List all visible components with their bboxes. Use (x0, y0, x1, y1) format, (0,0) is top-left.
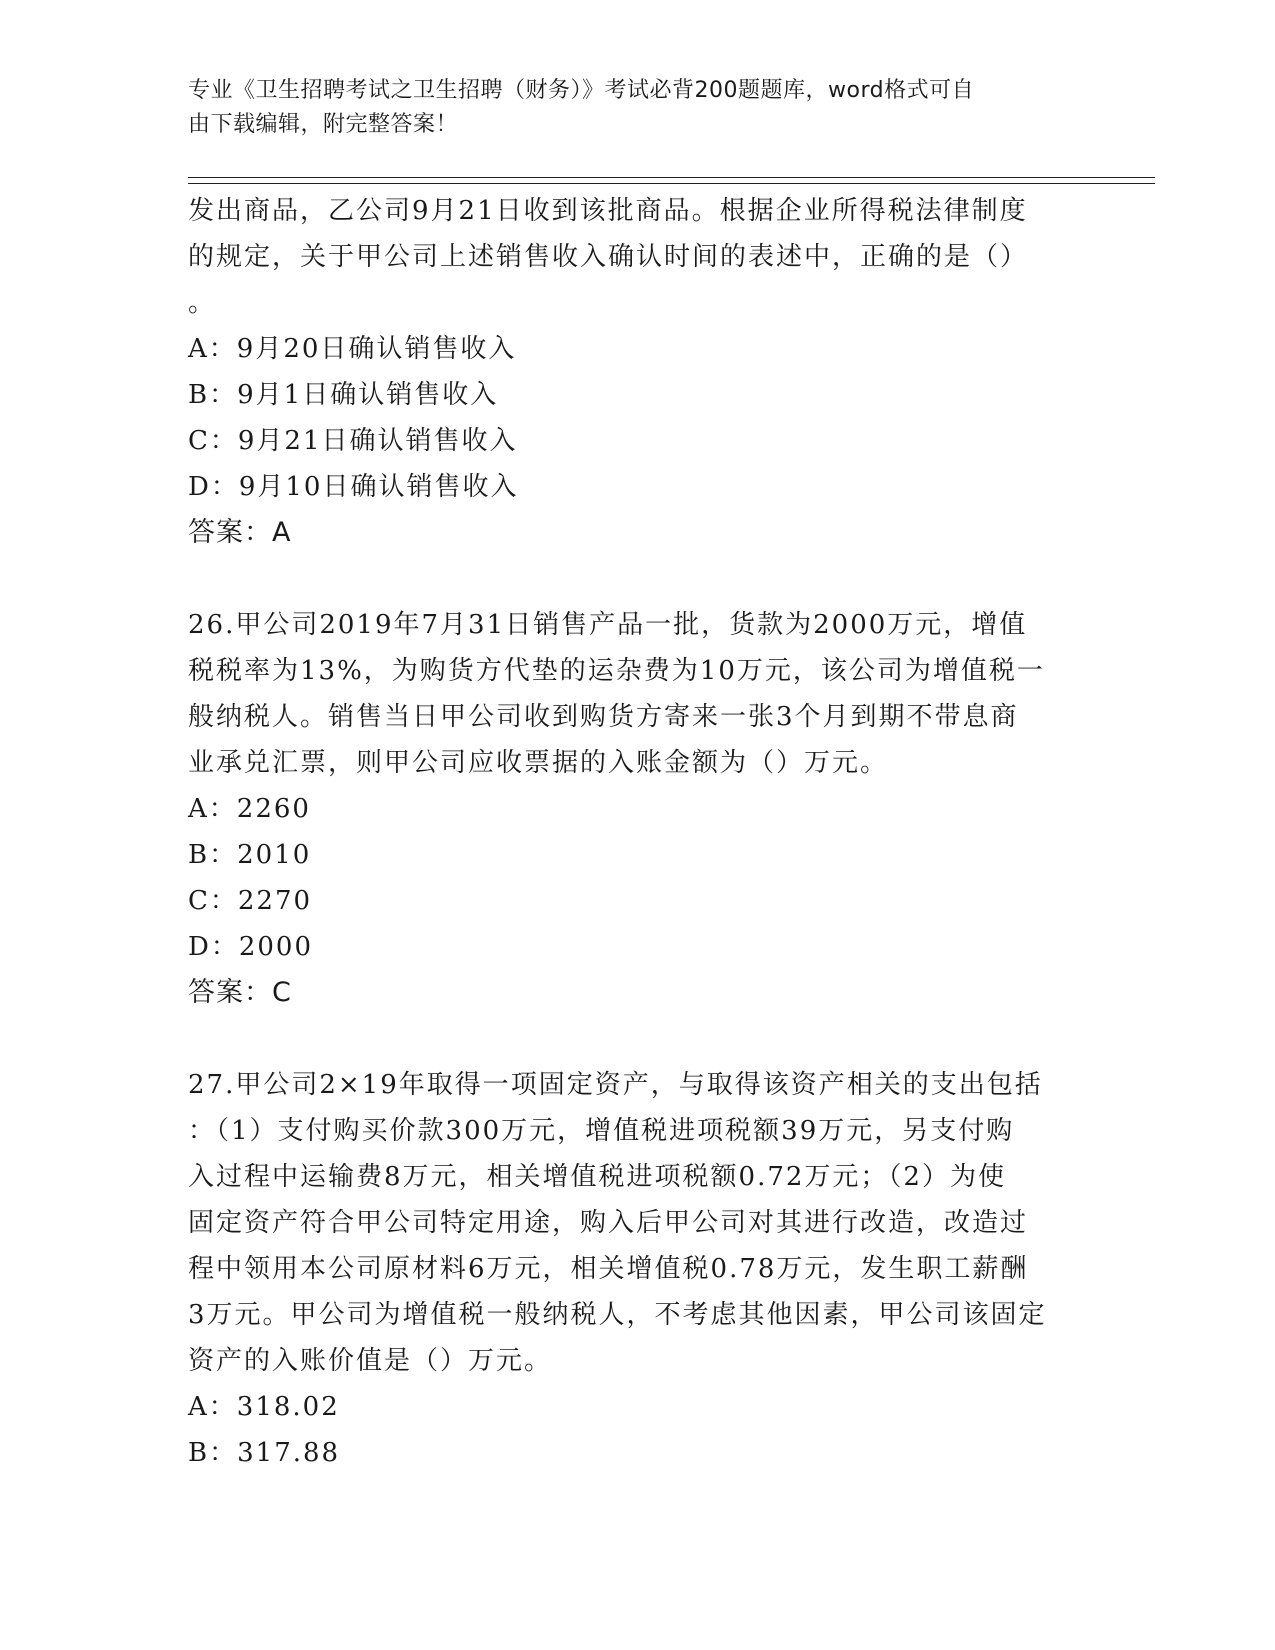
question-text-line: 资产的入账价值是（）万元。 (188, 1346, 553, 1376)
question-text-line: 26.甲公司2019年7月31日销售产品一批，货款为2000万元，增值 (188, 610, 1028, 640)
question-text-line: 入过程中运输费8万元，相关增值税进项税额0.72万元；（2）为使 (188, 1162, 1006, 1192)
answer-line: 答案：C (188, 977, 292, 1008)
question-text-line: 固定资产符合甲公司特定用途，购入后甲公司对其进行改造，改造过 (188, 1208, 1029, 1238)
option-d: D：2000 (188, 932, 314, 962)
question-text-line: 般纳税人。销售当日甲公司收到购货方寄来一张3个月到期不带息商 (188, 702, 1019, 732)
header-divider-bottom (188, 183, 1155, 184)
option-d: D：9月10日确认销售收入 (188, 472, 519, 502)
option-b: B：9月1日确认销售收入 (188, 380, 499, 410)
header-divider-top (188, 177, 1155, 178)
spacer (188, 1016, 1088, 1062)
option-b: B：317.88 (188, 1438, 341, 1468)
question-text-line: 27.甲公司2×19年取得一项固定资产，与取得该资产相关的支出包括 (188, 1070, 1043, 1100)
question-text-line: ：（1）支付购买价款300万元，增值税进项税额39万元，另支付购 (188, 1116, 1015, 1146)
option-a: A：2260 (188, 794, 311, 824)
question-text-line: 业承兑汇票，则甲公司应收票据的入账金额为（）万元。 (188, 748, 889, 778)
question-text-line: 3万元。甲公司为增值税一般纳税人，不考虑其他因素，甲公司该固定 (188, 1300, 1047, 1330)
document-header (188, 74, 1068, 142)
question-text-line: 。 (188, 288, 217, 318)
question-text-line: 程中领用本公司原材料6万元，相关增值税0.78万元，发生职工薪酬 (188, 1254, 1029, 1284)
option-a: A：9月20日确认销售收入 (188, 334, 517, 364)
question-text-line: 税税率为13%，为购货方代垫的运杂费为10万元，该公司为增值税一 (188, 656, 1045, 686)
question-block (188, 1062, 1088, 1476)
spacer (188, 556, 1088, 602)
header-line: 专业《卫生招聘考试之卫生招聘（财务）》考试必背200题题库，word格式可自 (188, 78, 975, 103)
answer-line: 答案：A (188, 517, 292, 548)
option-a: A：318.02 (188, 1392, 340, 1422)
question-list (188, 188, 1088, 1476)
question-block (188, 602, 1088, 1016)
question-text-line: 发出商品，乙公司9月21日收到该批商品。根据企业所得税法律制度 (188, 196, 1028, 226)
question-block (188, 188, 1088, 556)
question-text-line: 的规定，关于甲公司上述销售收入确认时间的表述中，正确的是（） (188, 242, 1029, 272)
option-c: C：9月21日确认销售收入 (188, 426, 518, 456)
option-b: B：2010 (188, 840, 312, 870)
header-line: 由下载编辑，附完整答案！ (188, 112, 459, 137)
option-c: C：2270 (188, 886, 313, 916)
